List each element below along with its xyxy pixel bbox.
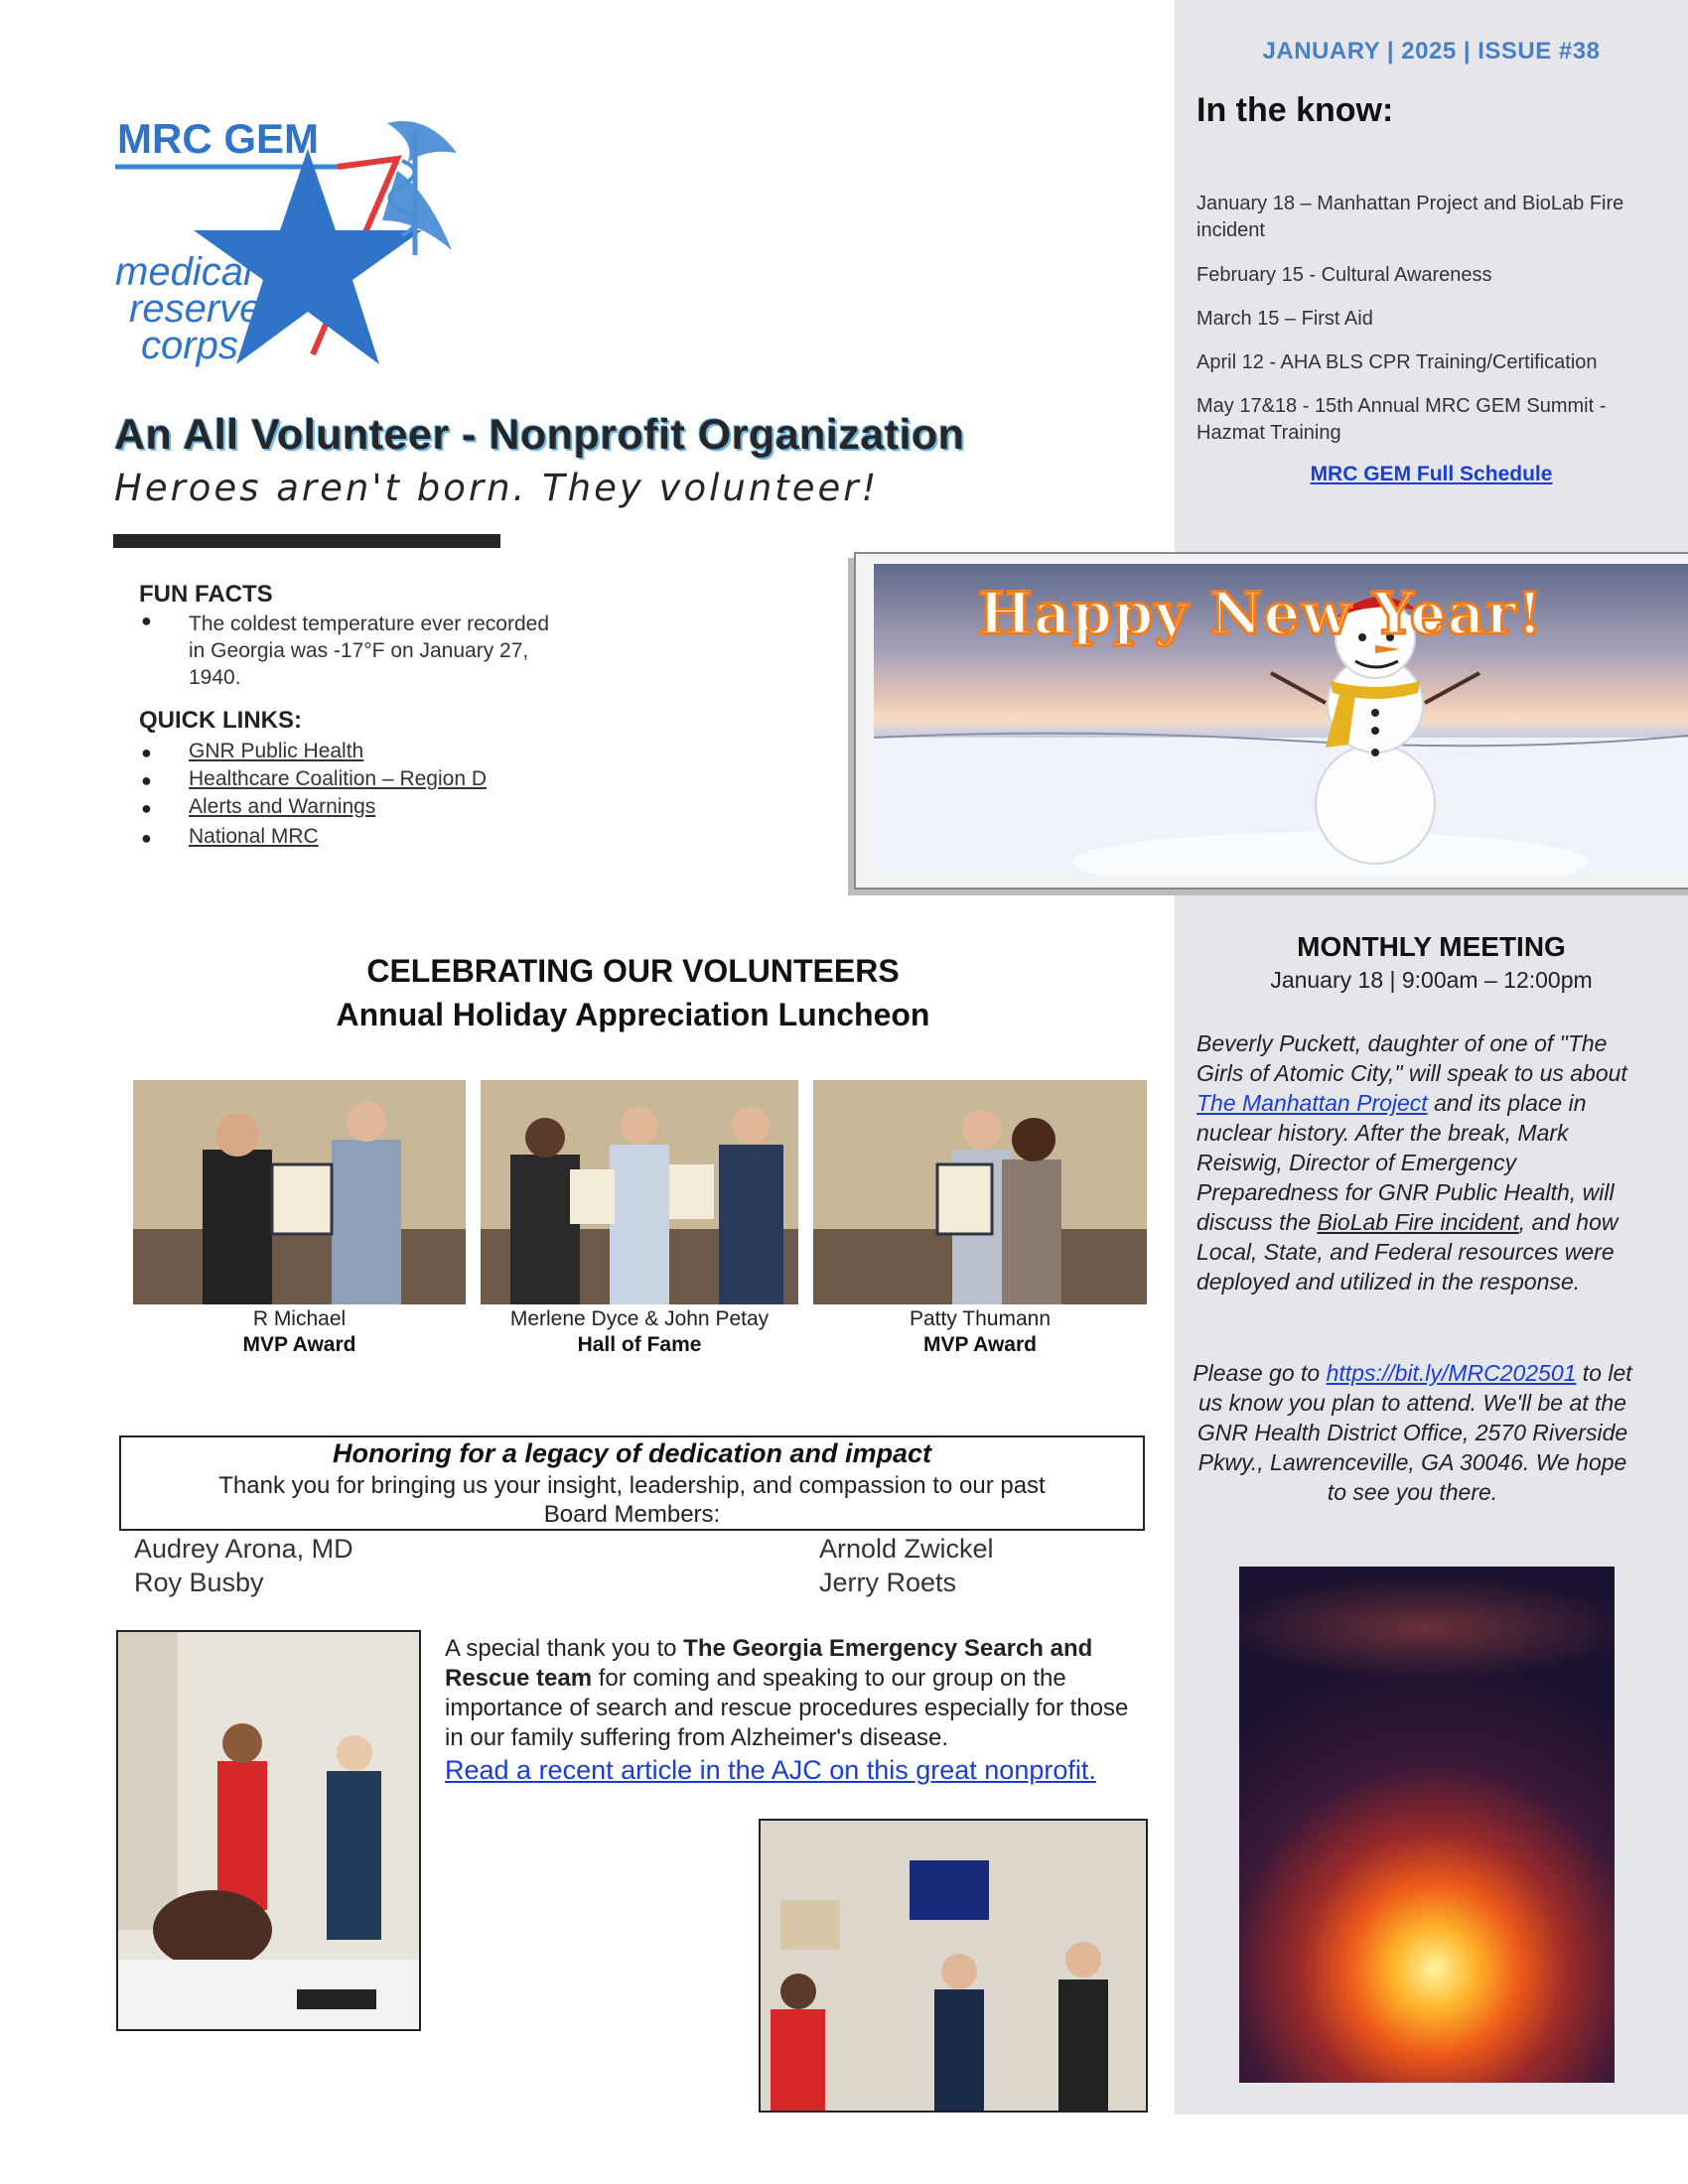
- full-schedule-link[interactable]: MRC GEM Full Schedule: [1310, 463, 1553, 485]
- quick-link-gnr[interactable]: GNR Public Health: [189, 740, 364, 762]
- meeting-rsvp: Please go to https://bit.ly/MRC202501 to let us know you plan to attend. We'll be at the GNR Health District Office, 2570 Riverside Pkwy., Lawrenceville, GA 30046. We hope to see you there.: [1193, 1360, 1632, 1505]
- award-title: Hall of Fame: [577, 1333, 702, 1356]
- bullet-icon: ●: [141, 798, 152, 818]
- award-name: R Michael: [252, 1307, 347, 1330]
- svg-text:medical: medical: [115, 250, 252, 294]
- header-divider: [113, 534, 500, 548]
- award-title: MVP Award: [242, 1333, 356, 1356]
- svg-text:reserve: reserve: [129, 287, 262, 331]
- bullet-icon: ●: [141, 770, 152, 790]
- quick-links-title: QUICK LINKS:: [139, 707, 302, 734]
- meeting-description: Beverly Puckett, daughter of one of "The Girls of Atomic City," will speak to us about The Manhattan Project and its place in nuclear history. After the break, Mark Reiswig, Director of Emergency Preparedness for GNR Public Health, will discuss the BioLab Fire incident, and how Local, State, and Federal resources were deployed and utilized in the response.: [1196, 1030, 1627, 1295]
- event-item: May 17&18 - 15th Annual MRC GEM Summit - Hazmat Training: [1196, 395, 1607, 444]
- fun-fact-item: The coldest temperature ever recorded in Georgia was -17°F on January 27, 1940.: [189, 613, 550, 689]
- manhattan-project-link[interactable]: The Manhattan Project: [1196, 1090, 1428, 1116]
- award-name: Patty Thumann: [909, 1307, 1052, 1330]
- tagline: Heroes aren't born. They volunteer!: [114, 467, 880, 509]
- quick-link-alerts[interactable]: Alerts and Warnings: [189, 795, 376, 818]
- svg-text:corps: corps: [141, 324, 238, 367]
- meeting-date: January 18 | 9:00am – 12:00pm: [1270, 967, 1593, 993]
- event-item: March 15 – First Aid: [1196, 308, 1373, 330]
- honor-text: Thank you for bringing us your insight, leadership, and compassion to our past Board Members:: [218, 1472, 1046, 1528]
- bullet-icon: ●: [141, 828, 152, 848]
- biolab-fire-link[interactable]: BioLab Fire incident: [1317, 1209, 1519, 1235]
- ajc-article-link[interactable]: Read a recent article in the AJC on this great nonprofit.: [445, 1755, 1096, 1785]
- bullet-icon: ●: [141, 743, 152, 762]
- org-title: An All Volunteer - Nonprofit Organization: [114, 411, 965, 459]
- board-member: Jerry Roets: [819, 1568, 957, 1597]
- quick-link-coalition[interactable]: Healthcare Coalition – Region D: [189, 767, 487, 790]
- bullet-icon: ●: [141, 611, 152, 630]
- quick-link-national[interactable]: National MRC: [189, 825, 319, 848]
- happy-new-year-text: Happy New Year!: [978, 580, 1544, 647]
- board-member: Audrey Arona, MD: [134, 1534, 353, 1564]
- speaker-photo: [759, 1819, 1148, 2113]
- award-photo: [133, 1080, 466, 1304]
- search-rescue-text: A special thank you to The Georgia Emergency Search and Rescue team for coming and speaking to our group on the importance of search and rescue procedures especially for those in our family suffering from Alzheimer's disease.: [445, 1635, 1129, 1751]
- award-title: MVP Award: [923, 1333, 1037, 1356]
- fun-facts-title: FUN FACTS: [139, 581, 273, 608]
- celebrate-title: CELEBRATING OUR VOLUNTEERS: [366, 953, 900, 989]
- logo-org-text: MRC GEM: [117, 115, 319, 162]
- celebrate-subtitle: Annual Holiday Appreciation Luncheon: [336, 997, 930, 1032]
- board-member: Arnold Zwickel: [819, 1534, 994, 1564]
- event-item: February 15 - Cultural Awareness: [1196, 264, 1492, 286]
- issue-line: JANUARY | 2025 | ISSUE #38: [1262, 38, 1601, 65]
- event-item: April 12 - AHA BLS CPR Training/Certification: [1196, 351, 1598, 373]
- award-photo: [813, 1080, 1147, 1304]
- in-the-know-title: In the know:: [1196, 91, 1394, 129]
- search-rescue-photo: [116, 1630, 421, 2031]
- award-photo: [481, 1080, 798, 1304]
- honor-title: Honoring for a legacy of dedication and impact: [332, 1438, 932, 1468]
- mrc-logo: [99, 101, 536, 389]
- rsvp-link[interactable]: https://bit.ly/MRC202501: [1326, 1360, 1577, 1386]
- star-logo-icon: [99, 101, 536, 389]
- award-name: Merlene Dyce & John Petay: [509, 1307, 770, 1330]
- event-item: January 18 – Manhattan Project and BioLab Fire incident: [1196, 193, 1624, 241]
- monthly-meeting-title: MONTHLY MEETING: [1297, 931, 1566, 962]
- atomic-explosion-photo: [1239, 1567, 1615, 2083]
- board-member: Roy Busby: [134, 1568, 264, 1597]
